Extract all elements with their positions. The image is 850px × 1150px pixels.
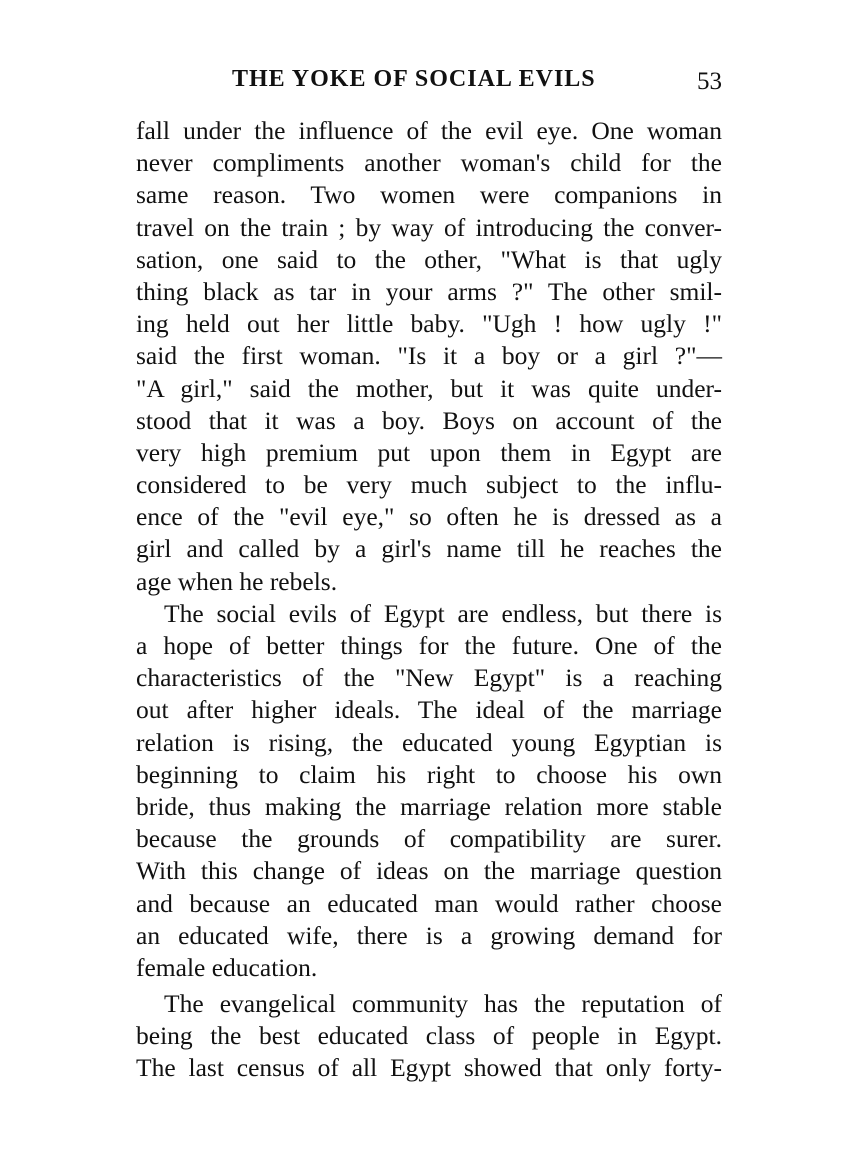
paragraph-1 (136, 115, 722, 598)
text-line: ence of the "evil eye," so often he is dressed as a (136, 502, 722, 532)
paragraph-3 (136, 988, 722, 1085)
text-line: a hope of better things for the future. One of the (136, 631, 722, 660)
text-line: very high premium put upon them in Egypt are (136, 437, 722, 467)
text-line: beginning to claim his right to choose his own (136, 759, 722, 789)
text-line: The last census of all Egypt showed that only forty- (136, 1053, 722, 1083)
text-line: an educated wife, there is a growing demand for (136, 920, 722, 950)
text-line: being the best educated class of people in Egypt. (136, 1021, 722, 1051)
text-line: out after higher ideals. The ideal of the marriage (136, 695, 722, 725)
text-line: same reason. Two women were companions in (136, 180, 722, 210)
text-line: sation, one said to the other, "What is that ugly (136, 244, 722, 274)
page-number: 53 (697, 68, 722, 95)
body-text (136, 115, 722, 1085)
text-line: fall under the influence of the evil eye. One woman (136, 116, 722, 145)
text-line: stood that it was a boy. Boys on account of the (136, 405, 722, 435)
text-line: bride, thus making the marriage relation more stable (136, 791, 722, 821)
text-line: The social evils of Egypt are endless, but there is (164, 598, 722, 628)
running-title: THE YOKE OF SOCIAL EVILS (232, 66, 596, 92)
text-line: because the grounds of compatibility are surer. (136, 824, 722, 854)
text-line: With this change of ideas on the marriage question (136, 856, 722, 886)
text-line: thing black as tar in your arms ?" The other smil- (136, 276, 722, 306)
text-line: relation is rising, the educated young Egyptian is (136, 727, 722, 757)
text-line: girl and called by a girl's name till he reaches the (136, 534, 722, 564)
text-line: and because an educated man would rather choose (136, 888, 722, 918)
text-line: considered to be very much subject to the influ- (136, 470, 722, 500)
text-line: travel on the train ; by way of introducing the conver- (136, 212, 722, 242)
text-line: characteristics of the "New Egypt" is a reaching (136, 663, 722, 693)
text-line: female education. (136, 952, 318, 982)
text-line: said the first woman. "Is it a boy or a girl ?"— (136, 341, 722, 371)
text-line: never compliments another woman's child for the (136, 148, 722, 178)
text-line: ing held out her little baby. "Ugh ! how ugly !" (136, 309, 722, 339)
text-line: "A girl," said the mother, but it was quite under- (136, 373, 722, 403)
text-line: The evangelical community has the reputation of (164, 989, 722, 1019)
running-head (136, 66, 722, 102)
text-line: age when he rebels. (136, 566, 338, 596)
paragraph-2 (136, 598, 722, 984)
